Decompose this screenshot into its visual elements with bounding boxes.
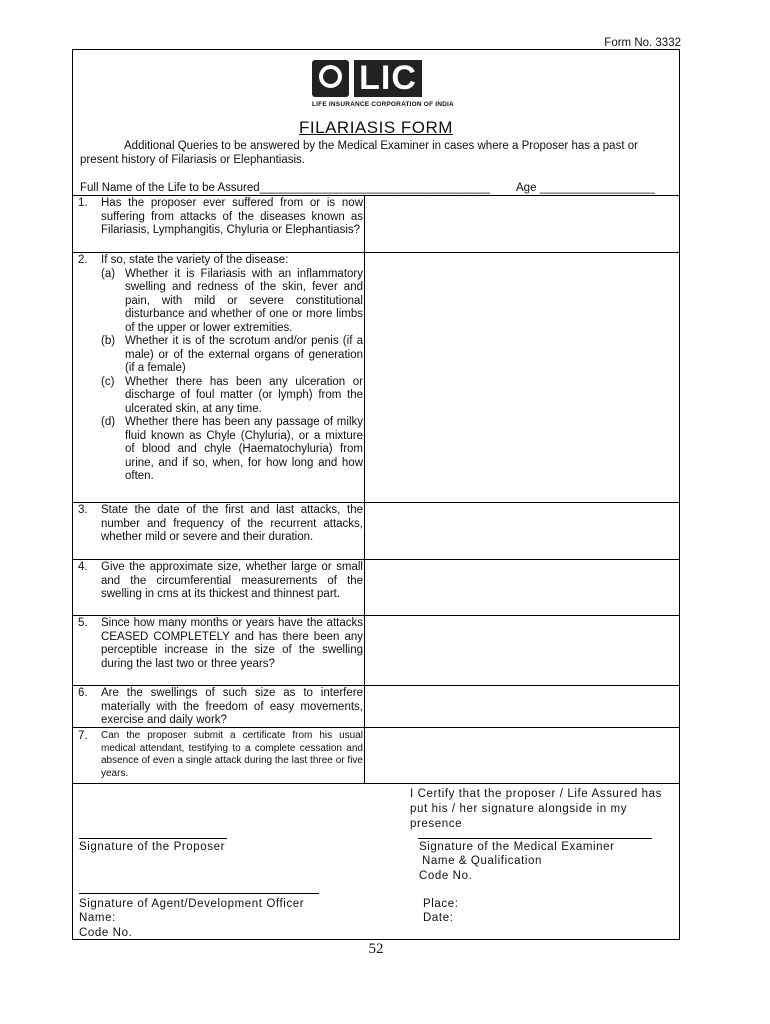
question-5: 5. Since how many months or years have the attacks CEASED COMPLETELY and has there been any perceptible increase in the size of the swelling during the last two or three years?	[78, 617, 363, 670]
question-6: 6. Are the swellings of such size as to interfere materially with the freedom of easy movements, exercise and daily work?	[78, 687, 363, 726]
question-4: 4. Give the approximate size, whether large or small and the circumferential measurements of the swelling in cms at its thickest and thinnest part.	[78, 561, 363, 600]
answer-cell-7[interactable]	[365, 728, 679, 783]
proposer-signature-line[interactable]	[79, 838, 227, 839]
intro-text: Additional Queries to be answered by the Medical Examiner in cases where a Proposer has a past or present history of Filariasis or Elephantiasis.	[80, 140, 638, 166]
answer-cell-6[interactable]	[365, 686, 679, 727]
agent-signature-line[interactable]	[79, 893, 319, 894]
examiner-name-label: Name & Qualification	[422, 855, 543, 867]
page-number: 52	[368, 941, 384, 957]
answer-cell-3[interactable]	[365, 503, 679, 559]
agent-code-label: Code No.	[79, 927, 133, 939]
examiner-code-label: Code No.	[419, 870, 473, 882]
question-2-sub-d: (d) Whether there has been any passage of milky fluid known as Chyle (Chyluria), or a mixture of blood and chyle (Haematochyluria) from urine, and if so, when, for how long and how often.	[101, 416, 363, 482]
question-2-sub-b: (b) Whether it is of the scrotum and/or penis (if a male) or of the external organs of generation (if a female)	[101, 335, 363, 374]
question-2-sub-a: (a) Whether it is Filariasis with an inflammatory swelling and redness of the skin, fever and pain, with mild or severe constitutional disturbance and whether of one or more limbs of the upper or lower extremities.	[101, 267, 363, 334]
place-label: Place:	[423, 898, 459, 910]
examiner-signature-label: Signature of the Medical Examiner	[419, 841, 615, 853]
examiner-signature-line[interactable]	[418, 838, 652, 839]
lic-emblem-icon	[312, 60, 349, 97]
logo-text: LIC	[354, 60, 422, 97]
question-2-sub-c: (c) Whether there has been any ulceration or discharge of foul matter (or lymph) from the ulcerated skin, at any time.	[101, 375, 363, 415]
agent-signature-label: Signature of Agent/Development Officer	[79, 898, 305, 910]
row-divider	[72, 783, 680, 784]
answer-cell-2[interactable]	[365, 253, 679, 502]
question-3: 3. State the date of the first and last attacks, the number and frequency of the recurrent attacks, whether mild or severe and their duration.	[78, 504, 363, 543]
logo-subtitle: LIFE INSURANCE CORPORATION OF INDIA	[312, 101, 454, 108]
form-title: FILARIASIS FORM	[299, 118, 453, 137]
answer-cell-4[interactable]	[365, 560, 679, 615]
form-number: Form No. 3332	[604, 37, 681, 49]
age-field[interactable]: Age __________________	[516, 182, 655, 194]
question-7: 7. Can the proposer submit a certificate from his usual medical attendant, testifying to a complete cessation and absence of even a single attack during the last three or five years.	[78, 730, 363, 779]
answer-cell-1[interactable]	[365, 196, 679, 252]
question-1: 1. Has the proposer ever suffered from or is now suffering from attacks of the diseases known as Filariasis, Lymphangitis, Chyluria or Elephantiasis?	[78, 197, 363, 236]
proposer-signature-label: Signature of the Proposer	[79, 841, 226, 853]
lic-logo	[312, 59, 454, 112]
certification-text: I Certify that the proposer / Life Assured has put his / her signature alongside in my presence	[410, 788, 662, 830]
question-2: 2. If so, state the variety of the disease: (a) Whether it is Filariasis with an inflammatory swelling and redness of the skin, fever and pain, with mild or severe constitutional disturbance and whether of one or more limbs of the upper or lower extremities. (b) Whether it is of the scrotum and/or penis (if a male) or of the external organs of generation (if a female) (c) Whether there has been any ulceration or discharge of foul matter (or lymph) from the ulcerated skin, at any time. (d) Whether there has been any passage of milky fluid known as Chyle (Chyluria), or a mixture of blood and chyle (Haematochyluria) from urine, and if so, when, for how long and how often.	[78, 254, 363, 482]
full-name-field[interactable]: Full Name of the Life to be Assured____________________________________	[80, 182, 490, 194]
answer-cell-5[interactable]	[365, 616, 679, 685]
agent-name-label: Name:	[79, 912, 116, 924]
date-label: Date:	[423, 912, 454, 924]
